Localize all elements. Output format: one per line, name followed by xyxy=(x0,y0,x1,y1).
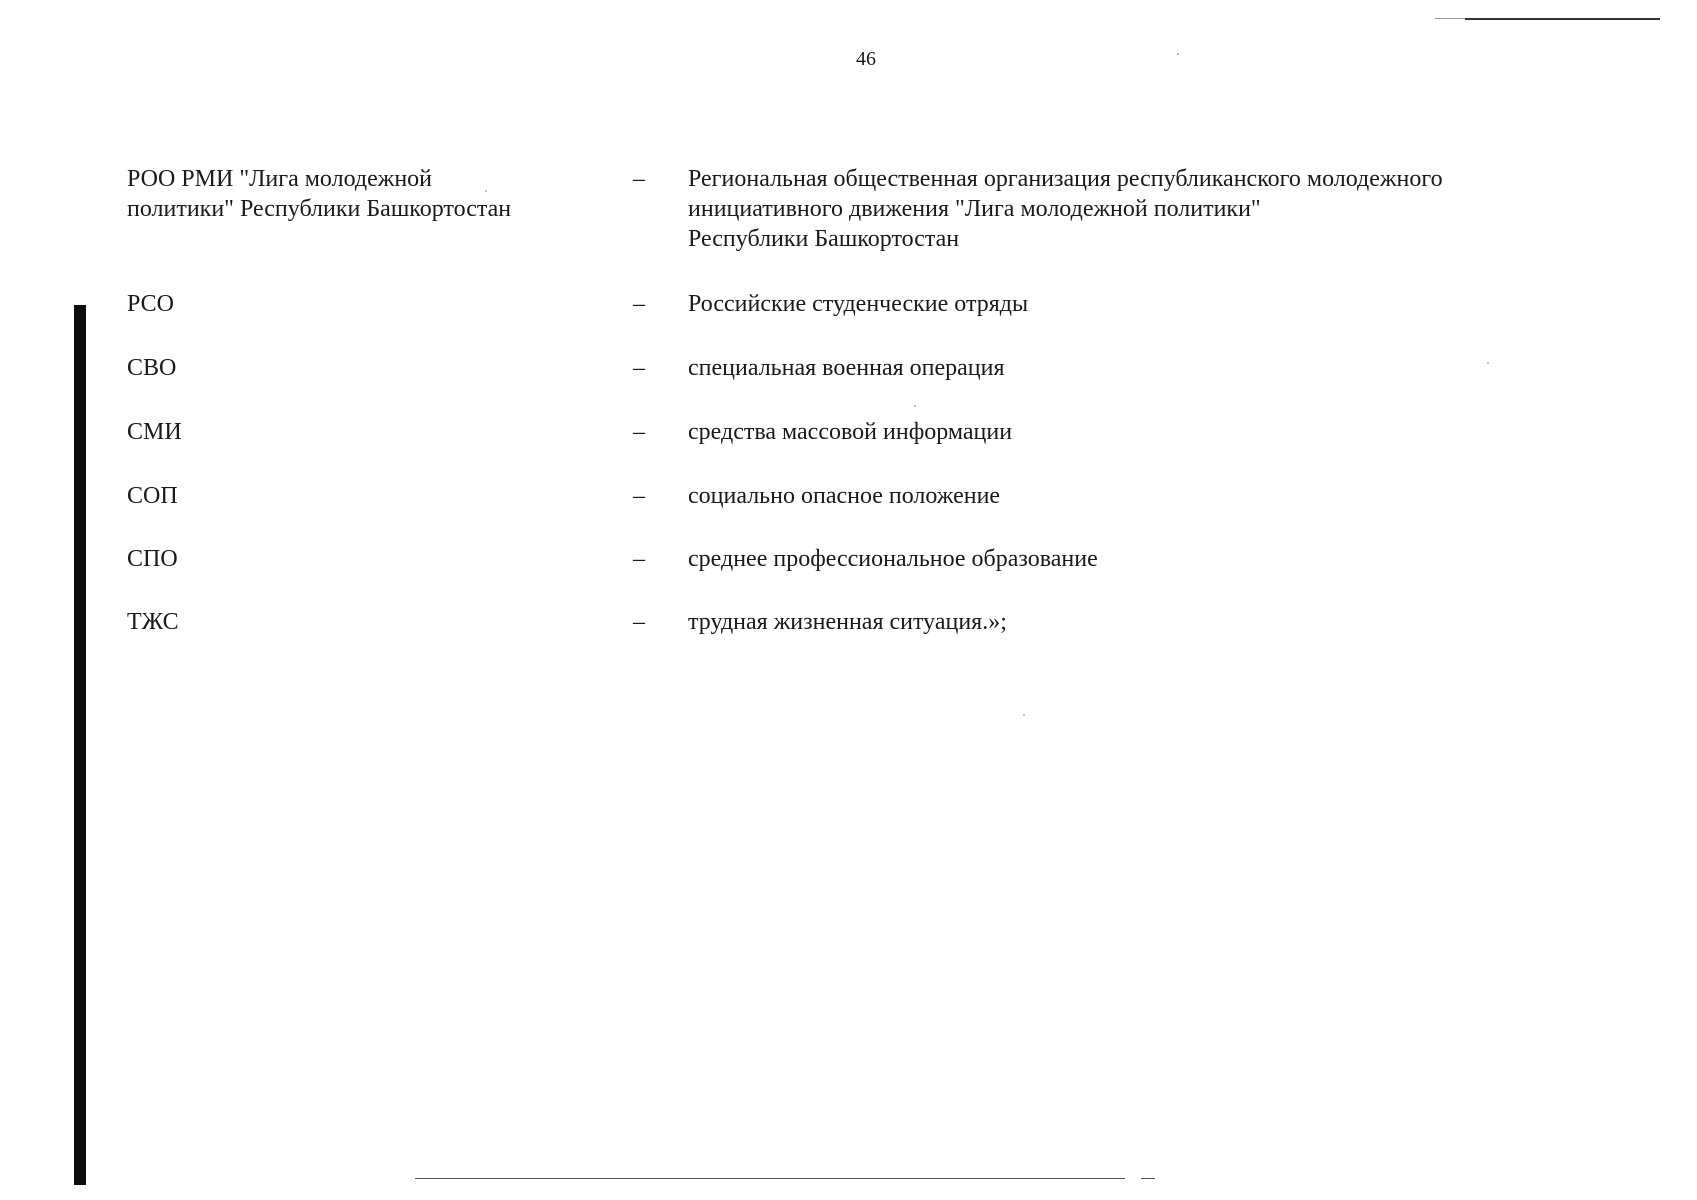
abbreviation-definition xyxy=(688,607,1648,637)
abbreviation-term-line: СПО xyxy=(127,546,178,572)
abbreviation-definition xyxy=(688,417,1648,447)
abbreviation-term xyxy=(127,417,567,447)
separator-dash: – xyxy=(633,355,645,381)
abbreviation-definition-line: специальная военная операция xyxy=(688,355,1005,381)
abbreviation-term-line: ТЖС xyxy=(127,609,179,635)
scan-artifact-left-bar xyxy=(74,305,86,1185)
abbreviation-definition xyxy=(688,164,1648,254)
abbreviation-term-line: РОО РМИ "Лига молодежной xyxy=(127,166,433,192)
abbreviation-definition xyxy=(688,353,1648,383)
separator-dash: – xyxy=(633,419,645,445)
abbreviation-term xyxy=(127,289,567,319)
abbreviation-definition-line: социально опасное положение xyxy=(688,483,1001,509)
scan-artifact-top-rule xyxy=(1465,18,1660,20)
abbreviation-term-line: СВО xyxy=(127,355,177,381)
abbreviation-term xyxy=(127,164,567,224)
abbreviation-term-line: СОП xyxy=(127,483,178,509)
separator-dash: – xyxy=(633,483,645,509)
abbreviation-definition-line: среднее профессиональное образование xyxy=(688,546,1098,572)
separator-dash: – xyxy=(633,291,645,317)
abbreviation-definition-line: Региональная общественная организация республиканского молодежного xyxy=(688,166,1443,192)
abbreviation-term-line: политики" Республики Башкортостан xyxy=(127,196,512,222)
abbreviation-definition-line: трудная жизненная ситуация.»; xyxy=(688,609,1007,635)
separator-dash: – xyxy=(633,166,645,192)
abbreviation-term xyxy=(127,607,567,637)
separator-dash: – xyxy=(633,609,645,635)
scan-artifact-bottom-rule-short xyxy=(1141,1178,1155,1179)
abbreviation-definition xyxy=(688,481,1648,511)
abbreviation-definition xyxy=(688,544,1648,574)
abbreviation-definition-line: инициативного движения "Лига молодежной политики" xyxy=(688,196,1261,222)
abbreviation-definition-line: Республики Башкортостан xyxy=(688,226,960,252)
abbreviation-definition-line: Российские студенческие отряды xyxy=(688,291,1029,317)
abbreviation-term-line: РСО xyxy=(127,291,174,317)
abbreviation-definition xyxy=(688,289,1648,319)
separator-dash: – xyxy=(633,546,645,572)
scan-artifact-bottom-rule xyxy=(415,1178,1125,1179)
scan-speck xyxy=(1023,714,1025,716)
abbreviation-definition-line: средства массовой информации xyxy=(688,419,1013,445)
scan-artifact-top-faint xyxy=(1435,18,1465,19)
scan-speck xyxy=(914,405,916,407)
page-number: 46 xyxy=(856,48,876,70)
abbreviation-term xyxy=(127,481,567,511)
abbreviation-term xyxy=(127,353,567,383)
abbreviation-term-line: СМИ xyxy=(127,419,182,445)
abbreviation-term xyxy=(127,544,567,574)
